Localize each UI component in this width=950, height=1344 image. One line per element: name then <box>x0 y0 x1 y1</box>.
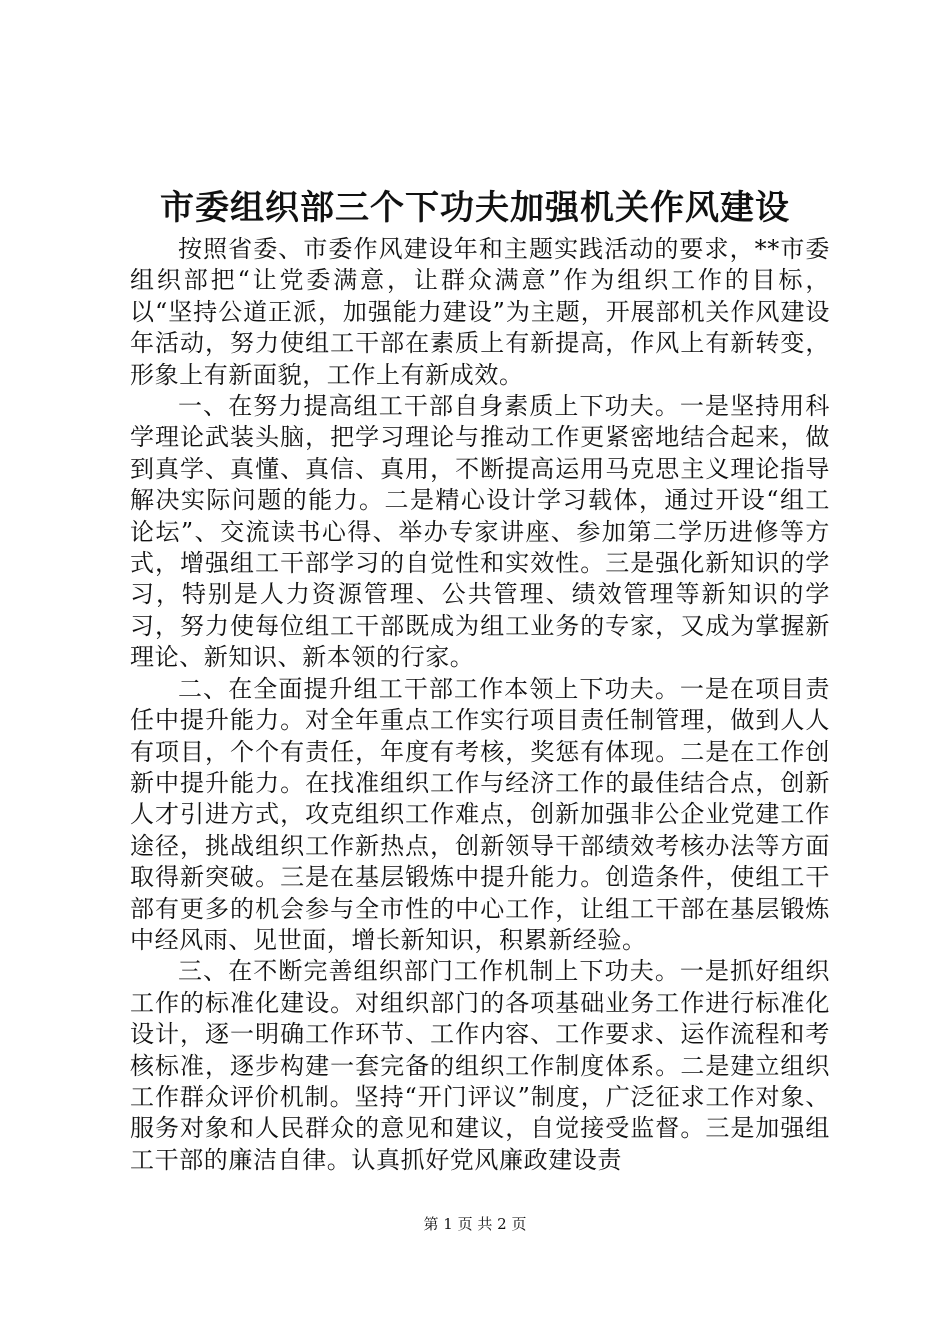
page-footer: 第 1 页 共 2 页 <box>423 1215 527 1233</box>
section-three-paragraph: 三、在不断完善组织部门工作机制上下功夫。一是抓好组织工作的标准化建设。对组织部门的各项基础业务工作进行标准化设计，逐一明确工作环节、工作内容、工作要求、运作流程和考核标准，逐步构建一套完备的组织工作制度体系。二是建立组织工作群众评价机制。坚持“开门评议”制度，广泛征求工作对象、服务对象和人民群众的意见和建议，自觉接受监督。三是加强组工干部的廉洁自律。认真抓好党风廉政建设责 <box>130 957 830 1174</box>
document-title: 市委组织部三个下功夫加强机关作风建设 <box>160 188 790 228</box>
intro-paragraph: 按照省委、市委作风建设年和主题实践活动的要求，**市委组织部把“让党委满意，让群众满意”作为组织工作的目标，以“坚持公道正派，加强能力建设”为主题，开展部机关作风建设年活动，努力使组工干部在素质上有新提高，作风上有新转变，形象上有新面貌，工作上有新成效。 <box>130 235 830 389</box>
document-body <box>130 234 830 1176</box>
section-one-paragraph: 一、在努力提高组工干部自身素质上下功夫。一是坚持用科学理论武装头脑，把学习理论与推动工作更紧密地结合起来，做到真学、真懂、真信、真用，不断提高运用马克思主义理论指导解决实际问题的能力。二是精心设计学习载体，通过开设“组工论坛”、交流读书心得、举办专家讲座、参加第二学历进修等方式，增强组工干部学习的自觉性和实效性。三是强化新知识的学习，特别是人力资源管理、公共管理、绩效管理等新知识的学习，努力使每位组工干部既成为组工业务的专家，又成为掌握新理论、新知识、新本领的行家。 <box>130 392 830 672</box>
section-two-paragraph: 二、在全面提升组工干部工作本领上下功夫。一是在项目责任中提升能力。对全年重点工作实行项目责任制管理，做到人人有项目，个个有责任，年度有考核，奖惩有体现。二是在工作创新中提升能力。在找准组织工作与经济工作的最佳结合点，创新人才引进方式，攻克组织工作难点，创新加强非公企业党建工作途径，挑战组织工作新热点，创新领导干部绩效考核办法等方面取得新突破。三是在基层锻炼中提升能力。创造条件，使组工干部有更多的机会参与全市性的中心工作，让组工干部在基层锻炼中经风雨、见世面，增长新知识，积累新经验。 <box>130 674 830 954</box>
